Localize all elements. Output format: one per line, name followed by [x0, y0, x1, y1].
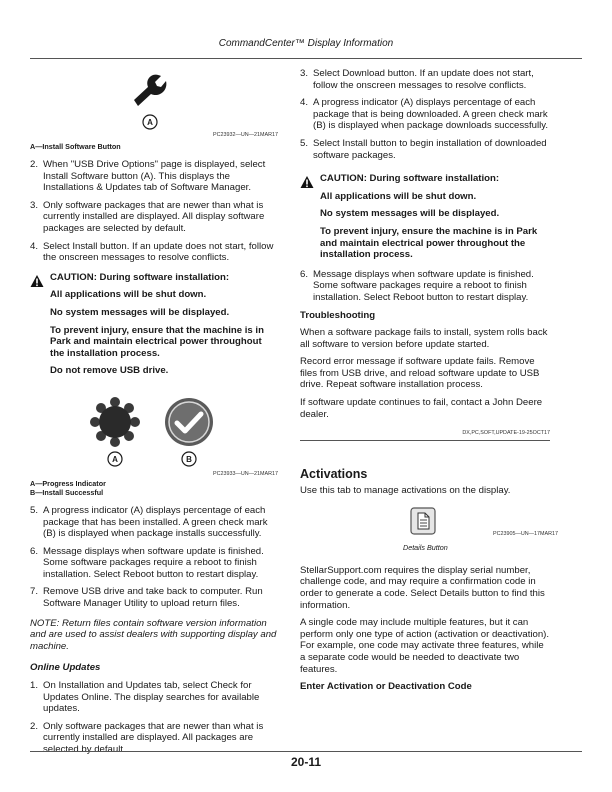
page-number: 20-11 — [290, 755, 322, 769]
list-item: 3. Only software packages that are newer than what is currently installed are displayed. All display software packages are selected by default. — [30, 199, 265, 234]
enter-code-heading: Enter Activation or Deactivation Code — [300, 681, 472, 693]
right-column — [300, 68, 558, 699]
callout-a-label: A — [112, 454, 118, 464]
caution-title: CAUTION: During software installation: — [50, 271, 230, 283]
list-item: 6. Message displays when software update is finished. Some software packages require a reboot to finish installation. Select Reboot button to restart display. — [300, 268, 534, 303]
callout-b-label: B — [186, 454, 192, 464]
warning-triangle-icon — [300, 175, 314, 189]
caution-line: To prevent injury, ensure the machine is in Park and maintain electrical power throughout the installation process. — [320, 225, 538, 261]
callout-b-marker — [181, 451, 197, 467]
activations-paragraph: A single code may include multiple features, but it can perform only one type of action (activation or deactivation). For example, one code may activate three features, while a separate code would be needed to deactivate two features. — [300, 617, 550, 675]
list-item: 2. When "USB Drive Options" page is displayed, select Install Software button (A). This displays the Installations & Updates tab of Software Manager. — [30, 159, 266, 194]
steps-list-a — [30, 159, 278, 264]
list-item: 6. Message displays when software update is finished. Some software packages require a reboot to finish installation. Select Reboot button to restart display. — [30, 545, 264, 580]
figure-id: PC23905—UN—17MAR17 — [492, 530, 558, 537]
callout-a-label: A — [147, 118, 153, 127]
activations-intro: Use this tab to manage activations on the display. — [300, 485, 511, 497]
header-rule — [30, 58, 582, 59]
progress-figure — [30, 389, 278, 477]
left-column — [30, 66, 278, 762]
steps-list-b — [300, 269, 550, 304]
figure-caption: A—Progress Indicator — [30, 478, 106, 488]
figure-id: PC23932—UN—21MAR17 — [212, 132, 278, 138]
troubleshooting-paragraph: If software update continues to fail, contact a John Deere dealer. — [300, 397, 543, 420]
caution-block — [300, 173, 550, 261]
list-item: 7. Remove USB drive and take back to computer. Run Software Manager Utility to upload return files. — [30, 586, 263, 610]
steps-list-b — [30, 505, 278, 610]
troubleshooting-paragraph: When a software package fails to install, system rolls back all software to version before update started. — [300, 327, 548, 350]
figure-caption: B—Install Successful — [30, 487, 104, 497]
section-rule — [300, 440, 550, 441]
callout-a-marker — [142, 114, 158, 130]
figure-caption: Details Button — [403, 542, 448, 552]
caution-line: To prevent injury, ensure that the machine is in Park and maintain electrical power throughout the installation process. — [50, 324, 264, 359]
reference-code: DX,PC,SOFT,UPDATE-19-25OCT17 — [462, 430, 550, 437]
steps-list-a — [300, 68, 550, 161]
list-item: 5. A progress indicator (A) displays percentage of each package that has been installed. A green check mark (B) is displayed when package installs successfully. — [30, 504, 268, 540]
warning-triangle-icon — [30, 274, 44, 288]
caution-line: Do not remove USB drive. — [50, 365, 169, 377]
caution-title: CAUTION: During software installation: — [320, 173, 500, 185]
details-button-figure — [300, 505, 558, 555]
caution-line: No system messages will be displayed. — [50, 306, 230, 318]
install-software-figure — [30, 66, 278, 144]
wrench-icon — [128, 70, 168, 110]
caution-line: All applications will be shut down. — [320, 190, 477, 202]
page-header: CommandCenter™ Display Information — [218, 38, 394, 49]
list-item: 4. Select Install button. If an update does not start, follow the onscreen messages to resolve conflicts. — [30, 240, 274, 264]
caution-line: No system messages will be displayed. — [320, 208, 500, 220]
activations-paragraph: StellarSupport.com requires the display serial number, challenge code, and may require a confirmation code in order to generate a code. Select Details button to find this information. — [300, 564, 545, 611]
figure-caption: A—Install Software Button — [30, 142, 121, 151]
note-text: NOTE: Return files contain software version information and are used to assist dealers with supporting display and machine. — [30, 617, 277, 652]
progress-indicator-icon — [90, 397, 140, 447]
caution-line: All applications will be shut down. — [50, 289, 207, 301]
list-item: 3. Select Download button. If an update does not start, follow the onscreen messages to resolve conflicts. — [300, 68, 534, 91]
footer-rule — [30, 751, 582, 752]
troubleshooting-paragraph: Record error message if software update fails. Remove files from USB drive, and reload software update to USB drive. Repeat software installation process. — [300, 356, 540, 391]
list-item: 1. On Installation and Updates tab, select Check for Updates Online. The display searches for available updates. — [30, 680, 260, 715]
list-item: 2. Only software packages that are newer than what is currently installed are displayed. All packages are selected by default. — [30, 720, 264, 755]
online-updates-heading: Online Updates — [30, 662, 101, 674]
figure-id: PC23933—UN—21MAR17 — [212, 470, 278, 477]
troubleshooting-heading: Troubleshooting — [300, 309, 376, 321]
details-document-icon — [410, 507, 436, 535]
list-item: 4. A progress indicator (A) displays percentage of each package that is being downloaded. A green check mark (B) is displayed when package downloads successfully. — [300, 97, 548, 132]
check-mark-icon — [164, 397, 214, 447]
activations-heading: Activations — [300, 467, 368, 482]
online-updates-steps — [30, 680, 278, 756]
list-item: 5. Select Install button to begin installation of downloaded software packages. — [300, 137, 547, 161]
caution-block — [30, 272, 278, 377]
callout-a-marker — [107, 451, 123, 467]
